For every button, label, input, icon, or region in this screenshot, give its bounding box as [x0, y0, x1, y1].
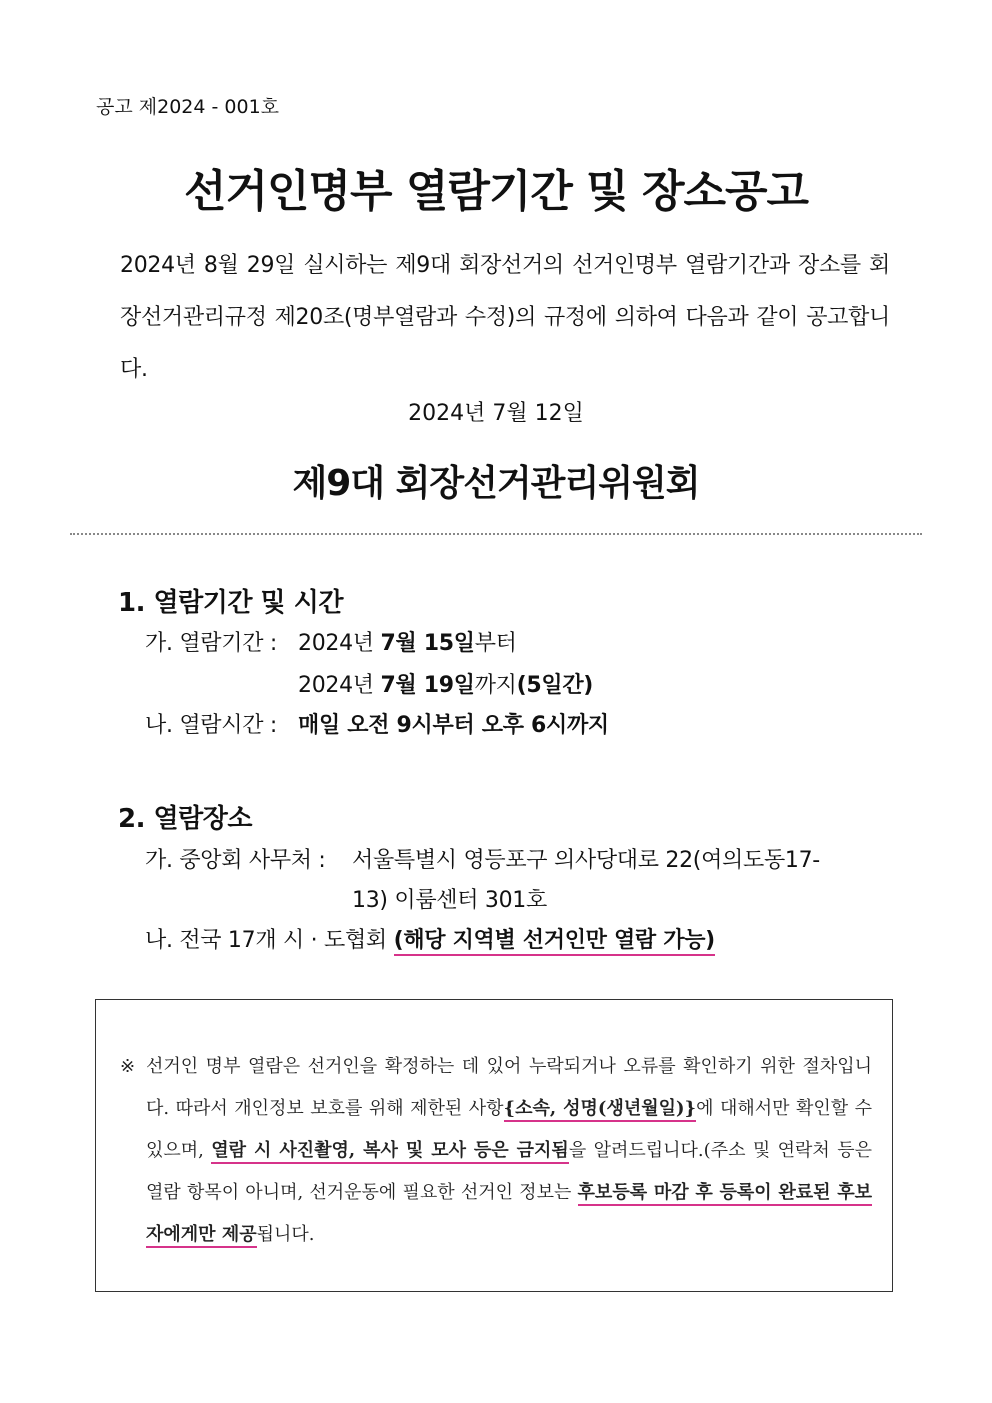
page-title: 선거인명부 열람기간 및 장소공고 [183, 166, 808, 217]
place2-line [145, 923, 715, 954]
period-line-2 [298, 668, 593, 699]
place2-label: 나. 전국 17개 시 · 도협회 [145, 928, 387, 953]
notice-number: 공고 제2024 - 001호 [96, 96, 280, 118]
section1-heading: 1. 열람기간 및 시간 [118, 588, 343, 618]
committee-name: 제9대 회장선거관리위원회 [292, 463, 700, 504]
notice-text-1: 선거인 명부 열람은 선거인을 확정하는 데 있어 누락되거나 오류를 확인하기 위한 절차입니다. 따라서 개인정보 보호를 위해 제한된 사항 [146, 1056, 872, 1119]
period-start-prefix: 2024년 [298, 631, 381, 656]
intro-paragraph: 2024년 8월 29일 실시하는 제9대 회장선거의 선거인명부 열람기간과 장소를 회장선거관리규정 제20조(명부열람과 수정)의 규정에 의하여 다음과 같이 공고합니다. [120, 253, 890, 382]
notice-bold-provision: 후보등록 마감 후 등록이 완료된 후보자에게만 제공 [146, 1182, 872, 1248]
period-end-date: 7월 19일 [380, 673, 475, 698]
place2-restriction: (해당 지역별 선거인만 열람 가능) [394, 928, 715, 956]
dotted-divider [70, 533, 922, 535]
place1-label: 가. 중앙회 사무처 : [145, 848, 326, 873]
notice-text-4: 됩니다. [256, 1224, 315, 1245]
reference-mark: ※ [120, 1056, 136, 1077]
period-start-date: 7월 15일 [380, 631, 475, 656]
period-end-prefix: 2024년 [298, 673, 381, 698]
notice-text [120, 1046, 872, 1256]
period-duration: (5일간) [516, 673, 594, 698]
notice-text-2: 에 대해서만 확인할 수 있으며, [146, 1098, 872, 1161]
notice-body [120, 1046, 872, 1256]
notice-date: 2024년 7월 12일 [408, 401, 584, 426]
period-line-1 [298, 626, 517, 657]
period-label: 가. 열람기간 : [145, 631, 277, 656]
place1-address-line-1: 서울특별시 영등포구 의사당대로 22(여의도동17- [352, 848, 820, 873]
notice-bold-prohibition: 열람 시 사진촬영, 복사 및 모사 등은 금지됨 [211, 1140, 569, 1164]
notice-bold-scope: {소속, 성명(생년월일)} [504, 1098, 697, 1122]
place1-address-line-2: 13) 이룸센터 301호 [352, 888, 547, 913]
period-start-suffix: 부터 [474, 631, 517, 656]
time-label: 나. 열람시간 : [145, 713, 277, 738]
period-end-suffix: 까지 [474, 673, 517, 698]
time-value: 매일 오전 9시부터 오후 6시까지 [298, 713, 609, 738]
section2-heading: 2. 열람장소 [118, 804, 252, 834]
notice-text-3: 을 알려드립니다.(주소 및 연락처 등은 열람 항목이 아니며, 선거운동에 필요한 선거인 정보는 [146, 1140, 872, 1203]
